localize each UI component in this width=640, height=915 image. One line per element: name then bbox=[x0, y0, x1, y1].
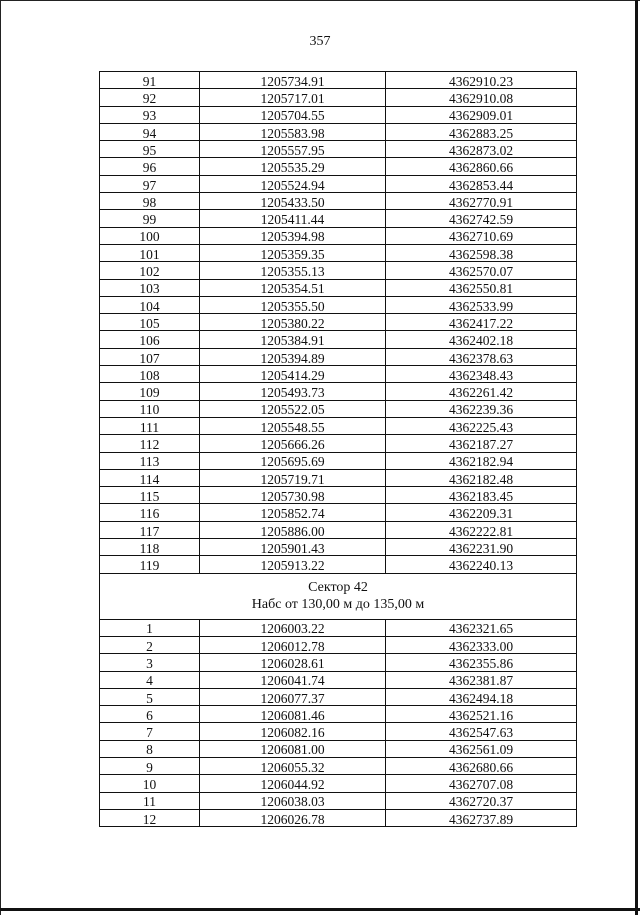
point-number-cell: 1 bbox=[100, 619, 200, 636]
table-row bbox=[100, 688, 577, 705]
x-coordinate-cell: 1206028.61 bbox=[200, 654, 386, 671]
point-number-cell: 96 bbox=[100, 158, 200, 175]
page-number: 357 bbox=[309, 34, 331, 49]
table-row bbox=[100, 417, 577, 434]
table-row bbox=[100, 210, 577, 227]
table-row bbox=[100, 227, 577, 244]
table-row bbox=[100, 331, 577, 348]
y-coordinate-cell: 4362182.94 bbox=[386, 452, 577, 469]
table-row bbox=[100, 521, 577, 538]
point-number-cell: 111 bbox=[100, 417, 200, 434]
y-coordinate-cell: 4362570.07 bbox=[386, 262, 577, 279]
point-number-cell: 109 bbox=[100, 383, 200, 400]
coordinates-rows-after bbox=[100, 619, 577, 827]
table-row bbox=[100, 262, 577, 279]
x-coordinate-cell: 1205355.50 bbox=[200, 296, 386, 313]
x-coordinate-cell: 1205734.91 bbox=[200, 72, 386, 89]
table-row bbox=[100, 740, 577, 757]
y-coordinate-cell: 4362239.36 bbox=[386, 400, 577, 417]
sector-header-cell bbox=[100, 573, 577, 619]
table-row bbox=[100, 72, 577, 89]
point-number-cell: 99 bbox=[100, 210, 200, 227]
table-row bbox=[100, 89, 577, 106]
point-number-cell: 2 bbox=[100, 636, 200, 653]
y-coordinate-cell: 4362333.00 bbox=[386, 636, 577, 653]
sector-title: Сектор 42 bbox=[308, 580, 368, 596]
coordinates-table bbox=[99, 71, 577, 827]
point-number-cell: 91 bbox=[100, 72, 200, 89]
point-number-cell: 101 bbox=[100, 244, 200, 261]
point-number-cell: 116 bbox=[100, 504, 200, 521]
x-coordinate-cell: 1205717.01 bbox=[200, 89, 386, 106]
x-coordinate-cell: 1206044.92 bbox=[200, 775, 386, 792]
scan-edge-left bbox=[0, 0, 1, 915]
table-row bbox=[100, 193, 577, 210]
table-row bbox=[100, 706, 577, 723]
x-coordinate-cell: 1205493.73 bbox=[200, 383, 386, 400]
x-coordinate-cell: 1205522.05 bbox=[200, 400, 386, 417]
scan-edge-bottom bbox=[0, 908, 640, 911]
point-number-cell: 98 bbox=[100, 193, 200, 210]
y-coordinate-cell: 4362355.86 bbox=[386, 654, 577, 671]
table-row bbox=[100, 435, 577, 452]
y-coordinate-cell: 4362321.65 bbox=[386, 619, 577, 636]
y-coordinate-cell: 4362209.31 bbox=[386, 504, 577, 521]
x-coordinate-cell: 1205704.55 bbox=[200, 106, 386, 123]
y-coordinate-cell: 4362550.81 bbox=[386, 279, 577, 296]
point-number-cell: 93 bbox=[100, 106, 200, 123]
table-row bbox=[100, 809, 577, 826]
y-coordinate-cell: 4362533.99 bbox=[386, 296, 577, 313]
point-number-cell: 3 bbox=[100, 654, 200, 671]
table-row bbox=[100, 279, 577, 296]
point-number-cell: 114 bbox=[100, 469, 200, 486]
point-number-cell: 95 bbox=[100, 141, 200, 158]
y-coordinate-cell: 4362225.43 bbox=[386, 417, 577, 434]
point-number-cell: 104 bbox=[100, 296, 200, 313]
table-row bbox=[100, 244, 577, 261]
y-coordinate-cell: 4362402.18 bbox=[386, 331, 577, 348]
table-row bbox=[100, 556, 577, 573]
x-coordinate-cell: 1206082.16 bbox=[200, 723, 386, 740]
table-row bbox=[100, 654, 577, 671]
x-coordinate-cell: 1206041.74 bbox=[200, 671, 386, 688]
table-row bbox=[100, 158, 577, 175]
y-coordinate-cell: 4362231.90 bbox=[386, 539, 577, 556]
y-coordinate-cell: 4362378.63 bbox=[386, 348, 577, 365]
coordinates-rows-before bbox=[100, 72, 577, 574]
y-coordinate-cell: 4362860.66 bbox=[386, 158, 577, 175]
y-coordinate-cell: 4362187.27 bbox=[386, 435, 577, 452]
table-row bbox=[100, 400, 577, 417]
x-coordinate-cell: 1205535.29 bbox=[200, 158, 386, 175]
point-number-cell: 4 bbox=[100, 671, 200, 688]
x-coordinate-cell: 1205394.98 bbox=[200, 227, 386, 244]
point-number-cell: 12 bbox=[100, 809, 200, 826]
point-number-cell: 103 bbox=[100, 279, 200, 296]
point-number-cell: 102 bbox=[100, 262, 200, 279]
table-row bbox=[100, 296, 577, 313]
point-number-cell: 108 bbox=[100, 366, 200, 383]
x-coordinate-cell: 1205548.55 bbox=[200, 417, 386, 434]
y-coordinate-cell: 4362222.81 bbox=[386, 521, 577, 538]
y-coordinate-cell: 4362494.18 bbox=[386, 688, 577, 705]
x-coordinate-cell: 1205380.22 bbox=[200, 314, 386, 331]
y-coordinate-cell: 4362680.66 bbox=[386, 757, 577, 774]
y-coordinate-cell: 4362417.22 bbox=[386, 314, 577, 331]
x-coordinate-cell: 1205414.29 bbox=[200, 366, 386, 383]
table-row bbox=[100, 175, 577, 192]
point-number-cell: 6 bbox=[100, 706, 200, 723]
table-row bbox=[100, 636, 577, 653]
y-coordinate-cell: 4362707.08 bbox=[386, 775, 577, 792]
x-coordinate-cell: 1205719.71 bbox=[200, 469, 386, 486]
point-number-cell: 107 bbox=[100, 348, 200, 365]
x-coordinate-cell: 1205355.13 bbox=[200, 262, 386, 279]
point-number-cell: 106 bbox=[100, 331, 200, 348]
point-number-cell: 92 bbox=[100, 89, 200, 106]
table-row bbox=[100, 348, 577, 365]
y-coordinate-cell: 4362910.23 bbox=[386, 72, 577, 89]
table-row bbox=[100, 487, 577, 504]
point-number-cell: 5 bbox=[100, 688, 200, 705]
table-row bbox=[100, 141, 577, 158]
point-number-cell: 105 bbox=[100, 314, 200, 331]
x-coordinate-cell: 1205583.98 bbox=[200, 123, 386, 140]
x-coordinate-cell: 1205359.35 bbox=[200, 244, 386, 261]
x-coordinate-cell: 1206055.32 bbox=[200, 757, 386, 774]
x-coordinate-cell: 1206038.03 bbox=[200, 792, 386, 809]
sector-elevation-range: Набс от 130,00 м до 135,00 м bbox=[251, 597, 425, 613]
point-number-cell: 117 bbox=[100, 521, 200, 538]
scan-edge-top bbox=[0, 0, 640, 1]
table-row bbox=[100, 452, 577, 469]
sector-header-row bbox=[100, 573, 577, 619]
y-coordinate-cell: 4362742.59 bbox=[386, 210, 577, 227]
x-coordinate-cell: 1205901.43 bbox=[200, 539, 386, 556]
y-coordinate-cell: 4362737.89 bbox=[386, 809, 577, 826]
x-coordinate-cell: 1205354.51 bbox=[200, 279, 386, 296]
table-row bbox=[100, 314, 577, 331]
x-coordinate-cell: 1206081.46 bbox=[200, 706, 386, 723]
table-row bbox=[100, 671, 577, 688]
x-coordinate-cell: 1206003.22 bbox=[200, 619, 386, 636]
point-number-cell: 8 bbox=[100, 740, 200, 757]
x-coordinate-cell: 1205394.89 bbox=[200, 348, 386, 365]
point-number-cell: 113 bbox=[100, 452, 200, 469]
point-number-cell: 115 bbox=[100, 487, 200, 504]
scan-edge-right bbox=[635, 0, 638, 915]
y-coordinate-cell: 4362561.09 bbox=[386, 740, 577, 757]
x-coordinate-cell: 1205695.69 bbox=[200, 452, 386, 469]
point-number-cell: 94 bbox=[100, 123, 200, 140]
x-coordinate-cell: 1205730.98 bbox=[200, 487, 386, 504]
x-coordinate-cell: 1206012.78 bbox=[200, 636, 386, 653]
y-coordinate-cell: 4362853.44 bbox=[386, 175, 577, 192]
point-number-cell: 112 bbox=[100, 435, 200, 452]
y-coordinate-cell: 4362521.16 bbox=[386, 706, 577, 723]
x-coordinate-cell: 1205524.94 bbox=[200, 175, 386, 192]
table-row bbox=[100, 123, 577, 140]
y-coordinate-cell: 4362261.42 bbox=[386, 383, 577, 400]
y-coordinate-cell: 4362873.02 bbox=[386, 141, 577, 158]
y-coordinate-cell: 4362182.48 bbox=[386, 469, 577, 486]
point-number-cell: 97 bbox=[100, 175, 200, 192]
x-coordinate-cell: 1205384.91 bbox=[200, 331, 386, 348]
y-coordinate-cell: 4362381.87 bbox=[386, 671, 577, 688]
y-coordinate-cell: 4362909.01 bbox=[386, 106, 577, 123]
x-coordinate-cell: 1205433.50 bbox=[200, 193, 386, 210]
table-row bbox=[100, 504, 577, 521]
y-coordinate-cell: 4362547.63 bbox=[386, 723, 577, 740]
y-coordinate-cell: 4362710.69 bbox=[386, 227, 577, 244]
table-row bbox=[100, 383, 577, 400]
point-number-cell: 7 bbox=[100, 723, 200, 740]
table-row bbox=[100, 366, 577, 383]
point-number-cell: 118 bbox=[100, 539, 200, 556]
table-row bbox=[100, 539, 577, 556]
table-row bbox=[100, 469, 577, 486]
x-coordinate-cell: 1205852.74 bbox=[200, 504, 386, 521]
y-coordinate-cell: 4362598.38 bbox=[386, 244, 577, 261]
x-coordinate-cell: 1205666.26 bbox=[200, 435, 386, 452]
point-number-cell: 9 bbox=[100, 757, 200, 774]
table-row bbox=[100, 106, 577, 123]
y-coordinate-cell: 4362883.25 bbox=[386, 123, 577, 140]
point-number-cell: 110 bbox=[100, 400, 200, 417]
x-coordinate-cell: 1205411.44 bbox=[200, 210, 386, 227]
y-coordinate-cell: 4362348.43 bbox=[386, 366, 577, 383]
point-number-cell: 10 bbox=[100, 775, 200, 792]
x-coordinate-cell: 1206026.78 bbox=[200, 809, 386, 826]
x-coordinate-cell: 1205557.95 bbox=[200, 141, 386, 158]
x-coordinate-cell: 1206077.37 bbox=[200, 688, 386, 705]
y-coordinate-cell: 4362720.37 bbox=[386, 792, 577, 809]
x-coordinate-cell: 1205913.22 bbox=[200, 556, 386, 573]
x-coordinate-cell: 1206081.00 bbox=[200, 740, 386, 757]
sector-header-group bbox=[100, 573, 577, 619]
point-number-cell: 100 bbox=[100, 227, 200, 244]
table-row bbox=[100, 757, 577, 774]
y-coordinate-cell: 4362770.91 bbox=[386, 193, 577, 210]
table-row bbox=[100, 723, 577, 740]
y-coordinate-cell: 4362240.13 bbox=[386, 556, 577, 573]
point-number-cell: 11 bbox=[100, 792, 200, 809]
y-coordinate-cell: 4362910.08 bbox=[386, 89, 577, 106]
table-row bbox=[100, 792, 577, 809]
table-row bbox=[100, 775, 577, 792]
x-coordinate-cell: 1205886.00 bbox=[200, 521, 386, 538]
table-row bbox=[100, 619, 577, 636]
y-coordinate-cell: 4362183.45 bbox=[386, 487, 577, 504]
point-number-cell: 119 bbox=[100, 556, 200, 573]
